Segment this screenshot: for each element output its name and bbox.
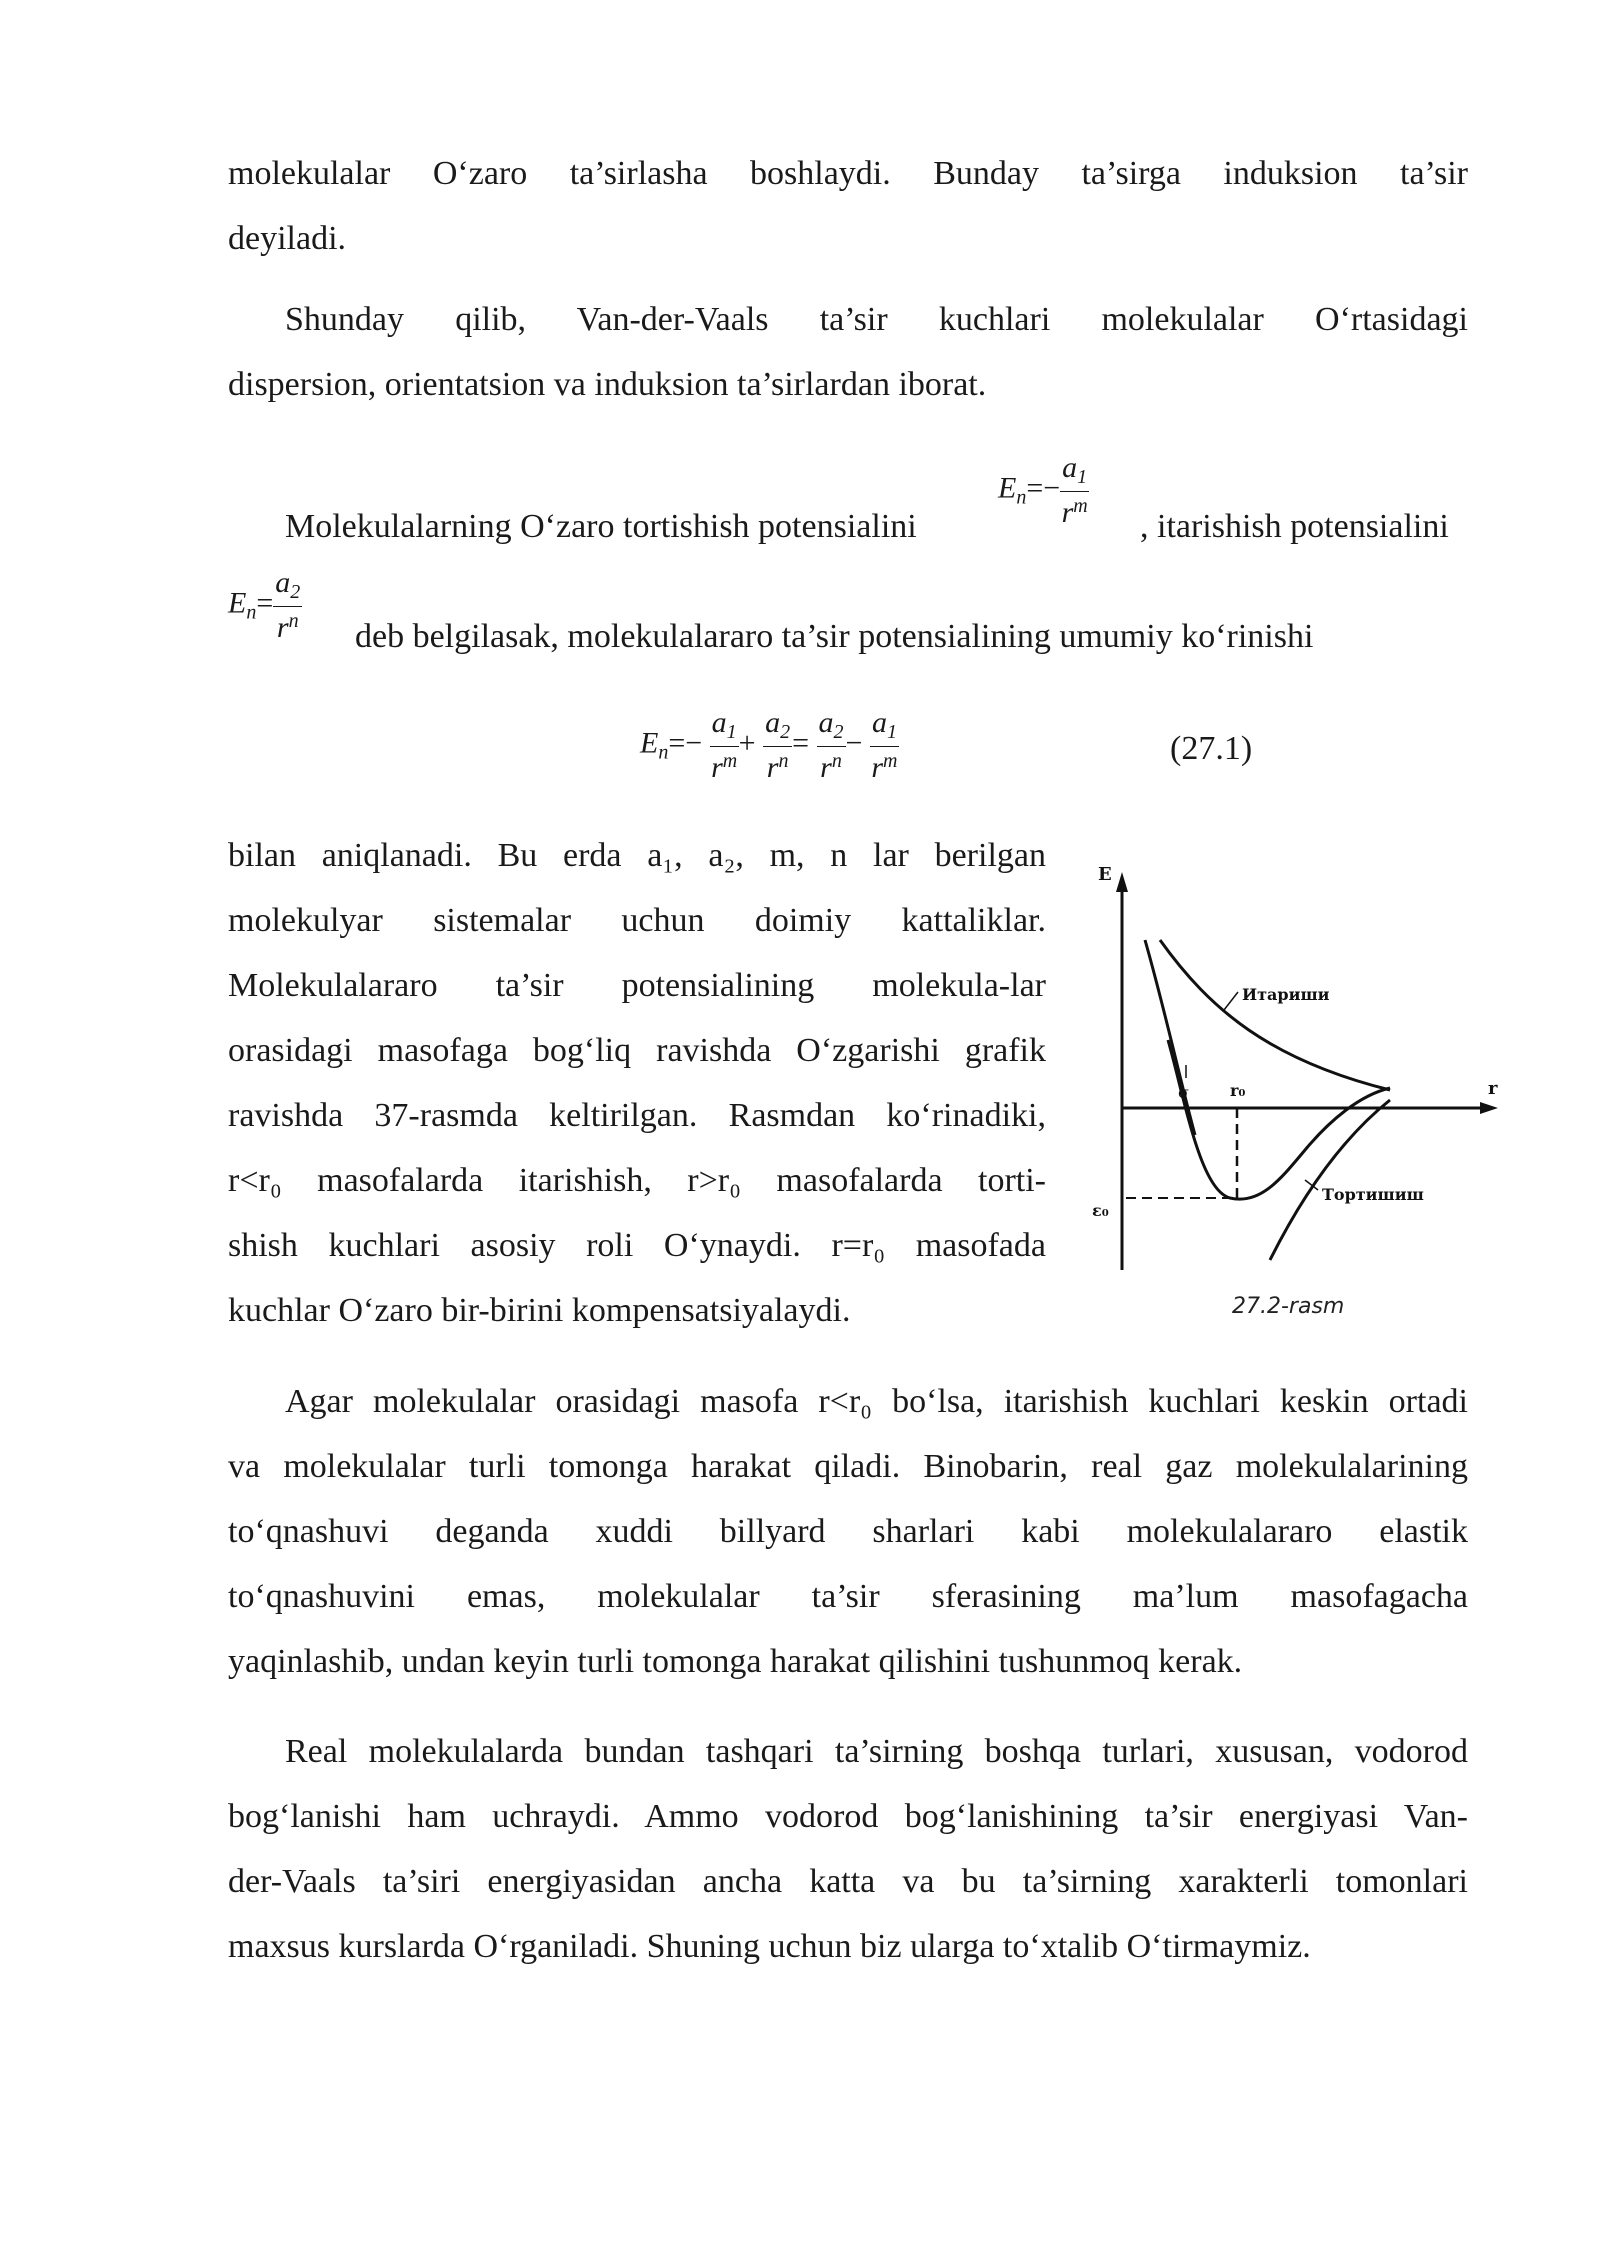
sigma-label: σ (1178, 1083, 1189, 1102)
e-axis-arrow (1116, 872, 1128, 892)
paragraph-5-line-1: Agar molekulalar orasidagi masofa r<r₀ bo‘lsa, itarishish kuchlari keskin ortadi (285, 1383, 1468, 1420)
figure-caption: 27.2-rasm (1232, 1294, 1345, 1319)
repulsion-label: Итариши (1242, 985, 1330, 1004)
paragraph-5-line-2: va molekulalar turli tomonga harakat qiladi. Binobarin, real gaz molekulalarining (228, 1448, 1468, 1485)
steep-branch (1145, 940, 1195, 1135)
paragraph-2-line-2: dispersion, orientatsion va induksion ta’sirlardan iborat. (228, 366, 987, 403)
e0-label: ε₀ (1092, 1201, 1109, 1220)
paragraph-5-line-4: to‘qnashuvini emas, molekulalar ta’sir sferasining ma’lum masofagacha (228, 1578, 1468, 1615)
paragraph-4-line-5: ravishda 37-rasmda keltirilgan. Rasmdan ko‘rinadiki, (228, 1097, 1046, 1134)
paragraph-4-line-6: r<r₀ masofalarda itarishish, r>r₀ masofalarda torti- (228, 1162, 1046, 1199)
equation-27-1: $E_n=-$ $\frac{a_1}{r^m}$ + $\frac{a_2}{r^n}$ = $\frac{a_2}{r^n}$ − $\frac{a_1}{r^m}$ (640, 706, 898, 784)
r0-label: r₀ (1230, 1081, 1246, 1100)
r-axis-arrow (1480, 1102, 1498, 1114)
paragraph-4-line-1: bilan aniqlanadi. Bu erda a₁, a₂, m, n lar berilgan (228, 837, 1046, 874)
attraction-potential-formula: $E_n=-$ $\frac{a_1}{r^m}$ (998, 451, 1088, 529)
paragraph-6-line-3: der-Vaals ta’siri energiyasidan ancha katta va bu ta’sirning xarakterli tomonlari (228, 1863, 1468, 1900)
paragraph-4-line-2: molekulyar sistemalar uchun doimiy kattaliklar. (228, 902, 1046, 939)
paragraph-5-line-5: yaqinlashib, undan keyin turli tomonga harakat qilishini tushunmoq kerak. (228, 1643, 1243, 1680)
paragraph-6-line-1: Real molekulalarda bundan tashqari ta’sirning boshqa turlari, xususan, vodorod (285, 1733, 1468, 1770)
repulsion-pointer (1224, 992, 1238, 1010)
axis-e-label: E (1098, 864, 1112, 885)
paragraph-5-line-3: to‘qnashuvi deganda xuddi billyard sharlari kabi molekulalararo elastik (228, 1513, 1468, 1550)
paragraph-1-line-1: molekulalar O‘zaro ta’sirlasha boshlaydi. Bunday ta’sirga induksion ta’sir (228, 155, 1468, 192)
paragraph-1-line-2: deyiladi. (228, 220, 347, 257)
paragraph-4-line-3: Molekulalararo ta’sir potensialining molekula-lar (228, 967, 1046, 1004)
repulsion-curve (1160, 940, 1390, 1090)
paragraph-6-line-2: bog‘lanishi ham uchraydi. Ammo vodorod bog‘lanishining ta’sir energiyasi Van- (228, 1798, 1468, 1835)
axis-r-label: r (1488, 1078, 1498, 1099)
paragraph-3-line-1-start: Molekulalarning O‘zaro tortishish potensialini (285, 508, 917, 545)
paragraph-6-line-4: maxsus kurslarda O‘rganiladi. Shuning uchun biz ularga to‘xtalib O‘tirmaymiz. (228, 1928, 1311, 1965)
paragraph-2-line-1: Shunday qilib, Van-der-Vaals ta’sir kuchlari molekulalar O‘rtasidagi (285, 301, 1468, 338)
resulting-potential-curve (1168, 1040, 1390, 1199)
paragraph-4-line-7: shish kuchlari asosiy roli O‘ynaydi. r=r₀ masofada (228, 1227, 1046, 1264)
attraction-label: Тортишиш (1322, 1185, 1424, 1204)
repulsion-potential-formula: $E_n=$ $\frac{a_2}{r^n}$ (228, 566, 301, 644)
paragraph-4-line-8: kuchlar O‘zaro bir-birini kompensatsiyalaydi. (228, 1292, 851, 1329)
paragraph-3-line-2: deb belgilasak, molekulalararo ta’sir potensialining umumiy ko‘rinishi (355, 618, 1314, 655)
potential-energy-figure (1090, 860, 1510, 1280)
paragraph-4-line-4: orasidagi masofaga bog‘liq ravishda O‘zgarishi grafik (228, 1032, 1046, 1069)
paragraph-3-line-1-end: , itarishish potensialini (1140, 508, 1449, 545)
equation-number: (27.1) (1170, 730, 1253, 767)
